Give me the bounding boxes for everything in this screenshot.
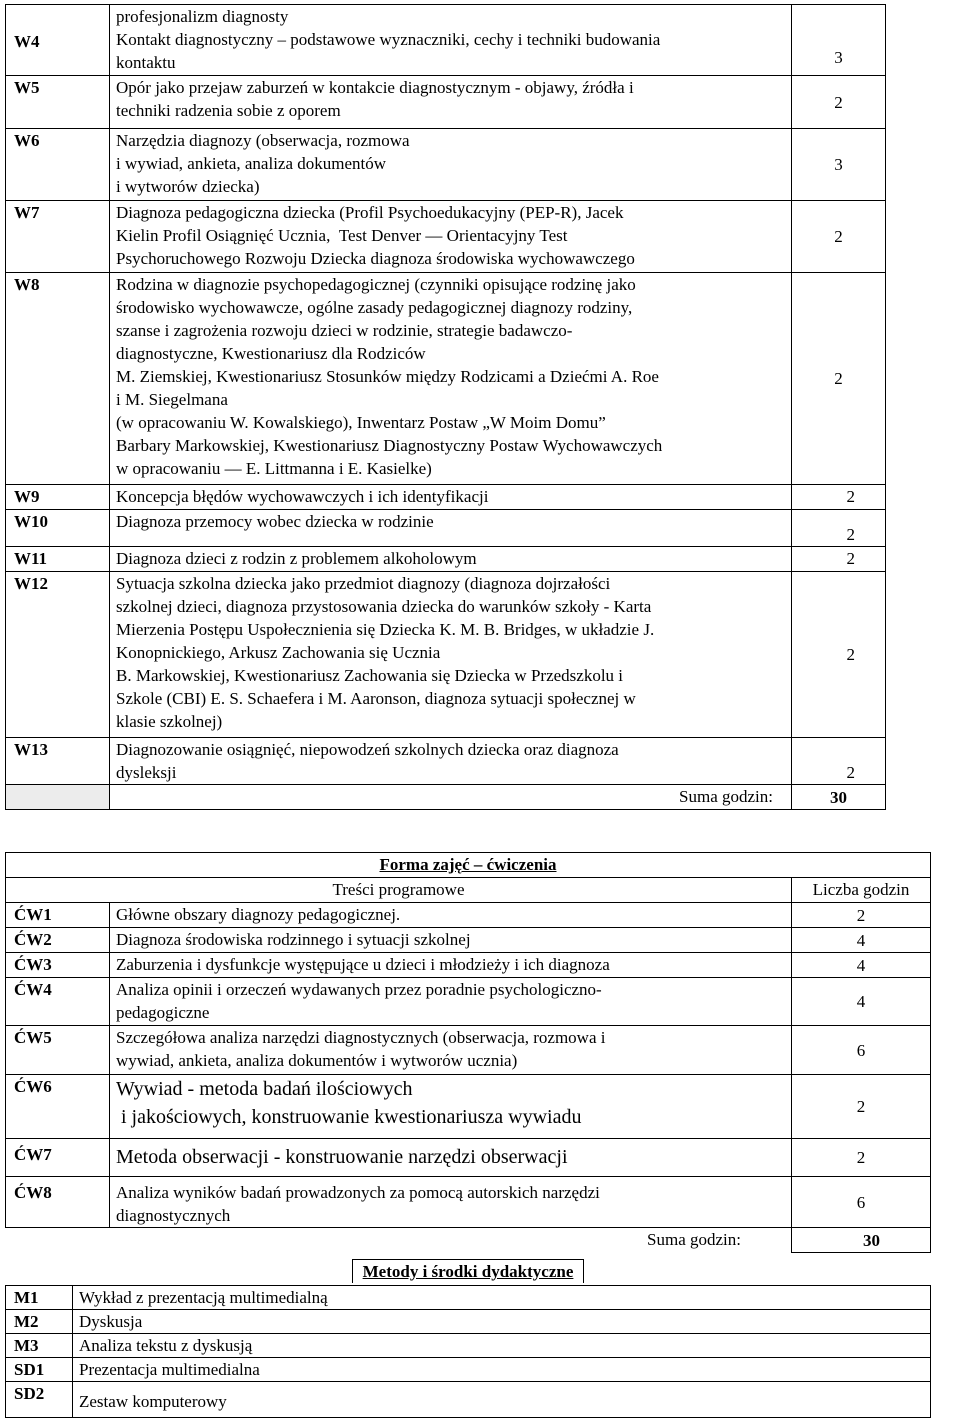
- sum-label: Suma godzin:: [110, 785, 792, 810]
- row-code: ĆW1: [6, 903, 110, 928]
- row-hours: 2: [792, 273, 886, 485]
- table-row: [6, 510, 886, 547]
- row-hours: 2: [792, 903, 931, 928]
- row-desc: Diagnoza dzieci z rodzin z problemem alkoholowym: [110, 547, 792, 572]
- exercises-title: [6, 853, 931, 878]
- table-row: [6, 953, 931, 978]
- row-hours: 3: [792, 129, 886, 201]
- sum-spacer: [6, 1228, 110, 1253]
- row-hours: 3: [792, 5, 886, 76]
- table-row: [6, 273, 886, 485]
- table-row: [6, 1075, 931, 1139]
- methods-table: [5, 1260, 931, 1418]
- row-code: W5: [6, 76, 110, 129]
- col-hours-header: Liczba godzin: [792, 878, 931, 903]
- table-row: [6, 1285, 931, 1309]
- row-code: SD1: [6, 1357, 73, 1381]
- row-code: ĆW6: [6, 1075, 110, 1139]
- table-row: [6, 1026, 931, 1075]
- row-desc: Zaburzenia i dysfunkcje występujące u dzieci i młodzieży i ich diagnoza: [110, 953, 792, 978]
- sum-value: 30: [792, 785, 886, 810]
- col-content-header: Treści programowe: [6, 878, 792, 903]
- row-desc: Analiza opinii i orzeczeń wydawanych przez poradnie psychologiczno- pedagogiczne: [110, 978, 792, 1026]
- row-desc: Koncepcja błędów wychowawczych i ich identyfikacji: [110, 485, 792, 510]
- row-hours: 2: [792, 572, 886, 738]
- methods-title-row: [6, 1260, 931, 1285]
- row-code: W9: [6, 485, 110, 510]
- lectures-table: [5, 4, 886, 810]
- table-row: [6, 738, 886, 785]
- row-code: ĆW2: [6, 928, 110, 953]
- row-desc: Prezentacja multimedialna: [73, 1357, 931, 1381]
- table-row: [6, 547, 886, 572]
- row-code: M3: [6, 1333, 73, 1357]
- table-row: [6, 1333, 931, 1357]
- row-hours: 2: [792, 510, 886, 547]
- row-hours: 6: [792, 1177, 931, 1228]
- row-code: W6: [6, 129, 110, 201]
- row-code: W12: [6, 572, 110, 738]
- row-code: ĆW5: [6, 1026, 110, 1075]
- row-desc: Rodzina w diagnozie psychopedagogicznej (czynniki opisujące rodzinę jako środowisko wychowawcze, ogólne zasady pedagogicznej diagnozy rodziny, szanse i zagrożenia rozwoju dzieci w rodzinie, strategie badawczo- diagnostyczne, Kwestionariusz dla Rodziców M. Ziemskiej, Kwestionariusz Stosunków między Rodzicami a Dziećmi A. Roe i M. Siegelmana (w opracowaniu W. Kowalskiego), Inwentarz Postaw „W Moim Domu” Barbary Markowskiej, Kwestionariusz Diagnostyczny Postaw Wychowawczych w opracowaniu — E. Littmanna i E. Kasielke): [110, 273, 792, 485]
- table-row: [6, 5, 886, 76]
- row-hours: 4: [792, 928, 931, 953]
- row-code: ĆW4: [6, 978, 110, 1026]
- sum-spacer: [6, 785, 110, 810]
- exercises-header-row: [6, 878, 931, 903]
- sum-label: Suma godzin:: [110, 1228, 792, 1253]
- row-desc: Diagnoza pedagogiczna dziecka (Profil Psychoedukacyjny (PEP-R), Jacek Kielin Profil Osiągnięć Ucznia, Test Denver — Orientacyjny Test Psychoruchowego Rozwoju Dziecka diagnoza środowiska wychowawczego: [110, 201, 792, 273]
- row-hours: 2: [792, 1139, 931, 1177]
- row-code: M2: [6, 1309, 73, 1333]
- table-row: [6, 1139, 931, 1177]
- row-code: M1: [6, 1285, 73, 1309]
- table-row: [6, 978, 931, 1026]
- row-hours: 4: [792, 953, 931, 978]
- exercises-title-row: [6, 853, 931, 878]
- row-code: ĆW3: [6, 953, 110, 978]
- table-row: [6, 201, 886, 273]
- row-desc: Diagnozowanie osiągnięć, niepowodzeń szkolnych dziecka oraz diagnoza dysleksji: [110, 738, 792, 785]
- row-desc: profesjonalizm diagnosty Kontakt diagnostyczny – podstawowe wyznaczniki, cechy i techniki budowania kontaktu: [110, 5, 792, 76]
- table-row: [6, 1177, 931, 1228]
- table-row: [6, 1381, 931, 1417]
- row-code: W7: [6, 201, 110, 273]
- row-desc: Główne obszary diagnozy pedagogicznej.: [110, 903, 792, 928]
- row-desc: Wywiad - metoda badań ilościowych i jakościowych, konstruowanie kwestionariusza wywiadu: [110, 1075, 792, 1139]
- row-hours: 2: [792, 738, 886, 785]
- row-hours: 2: [792, 485, 886, 510]
- sum-row: [6, 785, 886, 810]
- row-code: W13: [6, 738, 110, 785]
- row-code: W8: [6, 273, 110, 485]
- row-hours: 2: [792, 76, 886, 129]
- table-row: [6, 129, 886, 201]
- row-desc: Zestaw komputerowy: [73, 1381, 931, 1417]
- row-code: ĆW8: [6, 1177, 110, 1228]
- row-hours: 2: [792, 1075, 931, 1139]
- row-code: W4: [6, 5, 110, 76]
- sum-value: 30: [792, 1228, 931, 1253]
- row-code: SD2: [6, 1381, 73, 1417]
- row-hours: 2: [792, 201, 886, 273]
- row-desc: Sytuacja szkolna dziecka jako przedmiot diagnozy (diagnoza dojrzałości szkolnej dzieci, diagnoza przystosowania dziecka do warunków szkoły - Karta Mierzenia Postępu Uspołecznienia się Dziecka K. M. B. Bridges, w układzie J. Konopnickiego, Arkusz Zachowania się Ucznia B. Markowskiej, Kwestionariusz Zachowania się Dziecka w Przedszkolu i Szkole (CBI) E. S. Schaefera i M. Aaronson, diagnoza sytuacji społecznej w klasie szkolnej): [110, 572, 792, 738]
- row-desc: Diagnoza środowiska rodzinnego i sytuacji szkolnej: [110, 928, 792, 953]
- sum-row: [6, 1228, 931, 1253]
- exercises-table: [5, 852, 931, 1253]
- row-code: ĆW7: [6, 1139, 110, 1177]
- table-row: [6, 1357, 931, 1381]
- row-desc: Analiza tekstu z dyskusją: [73, 1333, 931, 1357]
- table-row: [6, 928, 931, 953]
- exercises-title-text: Forma zajęć – ćwiczenia: [379, 855, 557, 874]
- row-code: W11: [6, 547, 110, 572]
- methods-title-text: Metody i środki dydaktyczne: [352, 1259, 585, 1283]
- table-row: [6, 1309, 931, 1333]
- row-hours: 6: [792, 1026, 931, 1075]
- row-code: W10: [6, 510, 110, 547]
- row-desc: Narzędzia diagnozy (obserwacja, rozmowa i wywiad, ankieta, analiza dokumentów i wytworów dziecka): [110, 129, 792, 201]
- methods-title: [6, 1260, 931, 1285]
- row-hours: 2: [792, 547, 886, 572]
- table-row: [6, 76, 886, 129]
- row-desc: Wykład z prezentacją multimedialną: [73, 1285, 931, 1309]
- row-desc: Metoda obserwacji - konstruowanie narzędzi obserwacji: [110, 1139, 792, 1177]
- table-row: [6, 903, 931, 928]
- row-desc: Analiza wyników badań prowadzonych za pomocą autorskich narzędzi diagnostycznych: [110, 1177, 792, 1228]
- row-desc: Dyskusja: [73, 1309, 931, 1333]
- row-desc: Opór jako przejaw zaburzeń w kontakcie diagnostycznym - objawy, źródła i techniki radzenia sobie z oporem: [110, 76, 792, 129]
- row-desc: Diagnoza przemocy wobec dziecka w rodzinie: [110, 510, 792, 547]
- table-row: [6, 572, 886, 738]
- table-row: [6, 485, 886, 510]
- row-hours: 4: [792, 978, 931, 1026]
- row-desc: Szczegółowa analiza narzędzi diagnostycznych (obserwacja, rozmowa i wywiad, ankieta, analiza dokumentów i wytworów ucznia): [110, 1026, 792, 1075]
